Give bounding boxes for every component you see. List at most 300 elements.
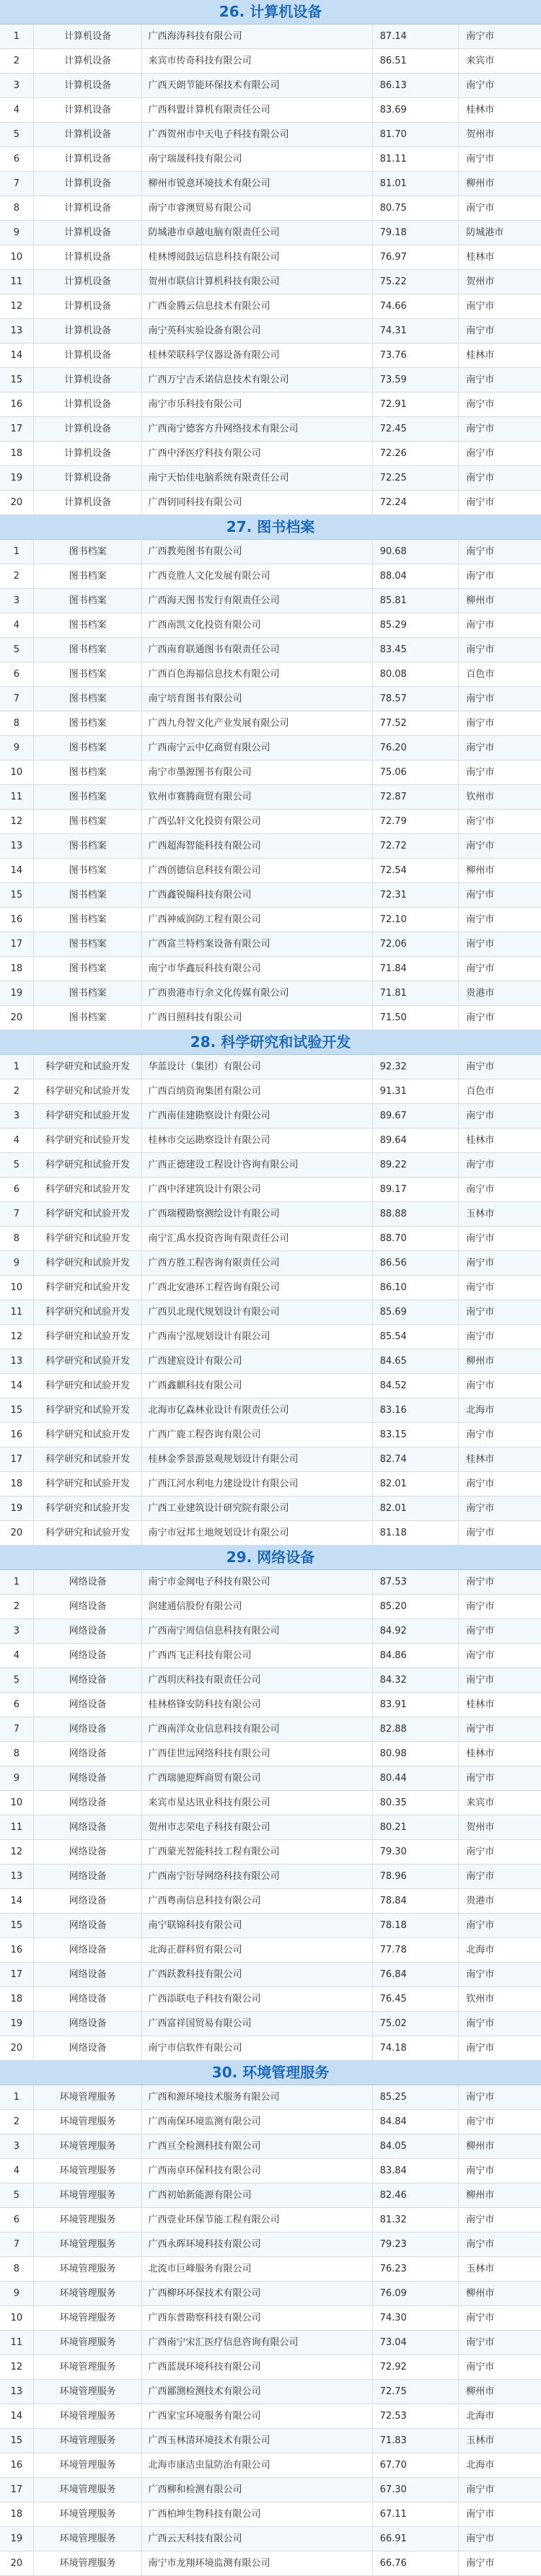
rank-number: 5 [0, 2183, 34, 2207]
city-cell: 柳州市 [466, 865, 495, 876]
company-name-cell: 广西南凯文化投资有限公司 [142, 613, 372, 637]
city-cell: 南宁市 [466, 2337, 495, 2348]
rank-number: 4 [0, 98, 34, 122]
score-cell: 84.52 [373, 1374, 459, 1398]
category-cell: 科学研究和试验开发 [34, 1276, 143, 1300]
city-cell: 南宁市 [466, 2509, 495, 2520]
category-cell: 计算机设备 [34, 466, 143, 490]
city-cell: 南宁市 [466, 154, 495, 165]
table-row [0, 2134, 541, 2159]
company-name-cell: 来宾市星达讯业科技有限公司 [142, 1791, 372, 1815]
score-cell: 72.54 [373, 859, 459, 882]
city-cell: 南宁市 [466, 1160, 495, 1170]
company-name-cell: 桂林格锋安防科技有限公司 [142, 1693, 372, 1717]
category-cell: 图书档案 [34, 662, 143, 686]
rank-number: 12 [0, 1325, 34, 1349]
score-cell: 71.50 [373, 1006, 459, 1030]
company-name-cell: 广西柳和检测有限公司 [142, 2478, 372, 2502]
score-cell: 71.84 [373, 957, 459, 981]
rank-number: 6 [0, 2208, 34, 2232]
score-cell: 72.06 [373, 932, 459, 956]
category-cell: 计算机设备 [34, 368, 143, 392]
city-cell: 贺州市 [466, 276, 495, 287]
city-cell: 玉林市 [466, 2435, 495, 2446]
ranking-table [0, 1055, 541, 1546]
rank-number: 6 [0, 1693, 34, 1717]
company-name-cell: 广西建宸设计有限公司 [142, 1349, 372, 1373]
city-cell: 南宁市 [466, 325, 495, 336]
city-cell: 桂林市 [466, 1748, 495, 1759]
company-name-cell: 广西初始新能源有限公司 [142, 2183, 372, 2207]
company-name-cell: 广西鑫麒科技有限公司 [142, 1374, 372, 1398]
city-cell: 南宁市 [466, 1601, 495, 1612]
score-cell: 82.46 [373, 2183, 459, 2207]
company-name-cell: 广西西飞正科技有限公司 [142, 1644, 372, 1668]
table-row [0, 2257, 541, 2282]
category-cell: 环境管理服务 [34, 2527, 143, 2551]
category-cell: 环境管理服务 [34, 2355, 143, 2379]
table-row [0, 1693, 541, 1717]
category-cell: 图书档案 [34, 687, 143, 711]
company-name-cell: 广西永晖环境科技有限公司 [142, 2233, 372, 2256]
category-cell: 网络设备 [34, 1791, 143, 1815]
score-cell: 79.23 [373, 2233, 459, 2256]
rank-number: 17 [0, 2478, 34, 2502]
city-cell: 南宁市 [466, 1724, 495, 1735]
score-cell: 81.70 [373, 123, 459, 146]
score-cell: 72.24 [373, 491, 459, 514]
table-row [0, 2380, 541, 2404]
category-cell: 计算机设备 [34, 147, 143, 171]
city-cell: 南宁市 [466, 1478, 495, 1489]
score-cell: 72.72 [373, 834, 459, 858]
category-cell: 网络设备 [34, 1963, 143, 1986]
rank-number: 6 [0, 147, 34, 171]
table-row [0, 932, 541, 957]
category-cell: 网络设备 [34, 1693, 143, 1717]
rank-number: 15 [0, 1914, 34, 1937]
score-cell: 85.20 [373, 1595, 459, 1618]
table-row [0, 1153, 541, 1178]
table-row [0, 123, 541, 147]
category-cell: 图书档案 [34, 761, 143, 784]
rank-number: 17 [0, 932, 34, 956]
rank-number: 13 [0, 1349, 34, 1373]
city-cell: 柳州市 [466, 1356, 495, 1367]
category-cell: 环境管理服务 [34, 2282, 143, 2305]
table-row [0, 368, 541, 393]
score-cell: 80.75 [373, 196, 459, 220]
company-name-cell: 桂林市交运勘察设计有限公司 [142, 1129, 372, 1152]
category-cell: 网络设备 [34, 1742, 143, 1766]
table-row [0, 1398, 541, 1423]
table-row [0, 1055, 541, 1079]
company-name-cell: 广西北安港环工程咨询有限公司 [142, 1276, 372, 1300]
company-name-cell: 广西南宁衍导网络科技有限公司 [142, 1865, 372, 1888]
company-name-cell: 广西跃教科技有限公司 [142, 1963, 372, 1986]
city-cell: 南宁市 [466, 301, 495, 312]
rank-number: 7 [0, 1202, 34, 1226]
company-name-cell: 广西鄙测检测技术有限公司 [142, 2380, 372, 2404]
table-row [0, 2478, 541, 2502]
table-row [0, 981, 541, 1006]
company-name-cell: 广西贝北现代规划设计有限公司 [142, 1300, 372, 1324]
city-cell: 柳州市 [466, 2190, 495, 2201]
table-row [0, 98, 541, 123]
table-row [0, 908, 541, 932]
company-name-cell: 广西弘轩文化投资有限公司 [142, 810, 372, 833]
category-cell: 计算机设备 [34, 245, 143, 269]
category-cell: 网络设备 [34, 1595, 143, 1618]
city-cell: 南宁市 [466, 1871, 495, 1882]
score-cell: 84.05 [373, 2134, 459, 2158]
score-cell: 86.10 [373, 1276, 459, 1300]
table-row [0, 1619, 541, 1644]
category-cell: 计算机设备 [34, 270, 143, 294]
table-row [0, 2429, 541, 2453]
score-cell: 72.79 [373, 810, 459, 833]
company-name-cell: 南宁市金闽电子科技有限公司 [142, 1570, 372, 1594]
score-cell: 81.32 [373, 2208, 459, 2232]
category-cell: 科学研究和试验开发 [34, 1374, 143, 1398]
city-cell: 来宾市 [466, 1797, 495, 1808]
score-cell: 90.68 [373, 540, 459, 564]
city-cell: 南宁市 [466, 644, 495, 655]
score-cell: 83.69 [373, 98, 459, 122]
city-cell: 柳州市 [466, 2141, 495, 2152]
city-cell: 南宁市 [466, 2116, 495, 2127]
table-row [0, 49, 541, 74]
section-title: 28. 科学研究和试验开发 [0, 1030, 541, 1055]
rank-number: 15 [0, 1398, 34, 1422]
score-cell: 82.88 [373, 1717, 459, 1741]
rank-number: 4 [0, 1129, 34, 1152]
company-name-cell: 广西万宁吉禾诺信息技术有限公司 [142, 368, 372, 392]
rank-number: 8 [0, 2257, 34, 2281]
table-row [0, 1668, 541, 1693]
score-cell: 72.92 [373, 2355, 459, 2379]
city-cell: 南宁市 [466, 497, 495, 508]
category-cell: 环境管理服务 [34, 2453, 143, 2477]
city-cell: 南宁市 [466, 1233, 495, 1244]
table-row [0, 1300, 541, 1325]
rank-number: 7 [0, 1717, 34, 1741]
company-name-cell: 广西鑫锐翰科技有限公司 [142, 883, 372, 907]
rank-number: 5 [0, 638, 34, 662]
table-row [0, 491, 541, 515]
company-name-cell: 钦州市赛腾商贸有限公司 [142, 785, 372, 809]
rank-number: 9 [0, 221, 34, 245]
score-cell: 74.30 [373, 2306, 459, 2330]
category-cell: 科学研究和试验开发 [34, 1129, 143, 1152]
table-row [0, 343, 541, 368]
category-cell: 环境管理服务 [34, 2478, 143, 2502]
score-cell: 81.01 [373, 172, 459, 196]
city-cell: 柳州市 [466, 178, 495, 189]
table-row [0, 785, 541, 810]
rank-number: 1 [0, 2085, 34, 2109]
company-name-cell: 广西海天图书发行有限责任公司 [142, 589, 372, 613]
table-row [0, 613, 541, 638]
category-cell: 科学研究和试验开发 [34, 1300, 143, 1324]
company-name-cell: 南宁天怡佳电脑系统有限责任公司 [142, 466, 372, 490]
category-cell: 网络设备 [34, 1840, 143, 1864]
company-name-cell: 广西南宁德客方升网络技术有限公司 [142, 417, 372, 441]
score-cell: 79.18 [373, 221, 459, 245]
city-cell: 南宁市 [466, 718, 495, 729]
table-row [0, 638, 541, 662]
rank-number: 19 [0, 2527, 34, 2551]
category-cell: 环境管理服务 [34, 2429, 143, 2453]
rank-number: 16 [0, 1423, 34, 1447]
city-cell: 南宁市 [466, 2239, 495, 2250]
category-cell: 图书档案 [34, 859, 143, 882]
category-cell: 图书档案 [34, 883, 143, 907]
city-cell: 钦州市 [466, 1994, 495, 2005]
score-cell: 77.52 [373, 711, 459, 735]
rank-number: 3 [0, 1619, 34, 1643]
rank-number: 1 [0, 540, 34, 564]
table-row [0, 2110, 541, 2134]
city-cell: 贵港市 [466, 988, 495, 999]
table-row [0, 1374, 541, 1398]
table-row [0, 147, 541, 172]
city-cell: 南宁市 [466, 203, 495, 214]
category-cell: 网络设备 [34, 1717, 143, 1741]
table-row [0, 834, 541, 859]
company-name-cell: 广西教苑图书有限公司 [142, 540, 372, 564]
rank-number: 8 [0, 196, 34, 220]
category-cell: 科学研究和试验开发 [34, 1325, 143, 1349]
company-name-cell: 广西超海智能科技有限公司 [142, 834, 372, 858]
rank-number: 9 [0, 2282, 34, 2305]
table-row [0, 2036, 541, 2061]
score-cell: 72.10 [373, 908, 459, 932]
city-cell: 南宁市 [466, 1380, 495, 1391]
city-cell: 北海市 [466, 1405, 495, 1416]
category-cell: 图书档案 [34, 957, 143, 981]
table-row [0, 589, 541, 613]
table-row [0, 2331, 541, 2355]
city-cell: 南宁市 [466, 2214, 495, 2225]
company-name-cell: 北海正群科贸有限公司 [142, 1938, 372, 1962]
city-cell: 南宁市 [466, 1650, 495, 1661]
ranking-table [0, 2085, 541, 2576]
company-name-cell: 广西南育联通图书有限责任公司 [142, 638, 372, 662]
table-row [0, 1717, 541, 1742]
category-cell: 网络设备 [34, 1865, 143, 1888]
rank-number: 19 [0, 981, 34, 1005]
company-name-cell: 广西百色海福信息技术有限公司 [142, 662, 372, 686]
rank-number: 10 [0, 1791, 34, 1815]
table-row [0, 1423, 541, 1447]
score-cell: 81.11 [373, 147, 459, 171]
company-name-cell: 广西神威润防工程有限公司 [142, 908, 372, 932]
company-name-cell: 南宁联锦科技有限公司 [142, 1914, 372, 1937]
rank-number: 13 [0, 319, 34, 343]
score-cell: 85.25 [373, 2085, 459, 2109]
rank-number: 19 [0, 466, 34, 490]
rank-number: 2 [0, 1079, 34, 1103]
category-cell: 科学研究和试验开发 [34, 1227, 143, 1250]
score-cell: 84.92 [373, 1619, 459, 1643]
score-cell: 66.91 [373, 2527, 459, 2551]
category-cell: 计算机设备 [34, 49, 143, 73]
score-cell: 79.30 [373, 1840, 459, 1864]
category-cell: 图书档案 [34, 613, 143, 637]
company-name-cell: 贺州市志荣电子科技有限公司 [142, 1815, 372, 1839]
category-cell: 网络设备 [34, 2012, 143, 2036]
company-name-cell: 桂林荣联科学仪器设备有限公司 [142, 343, 372, 367]
table-row [0, 417, 541, 442]
score-cell: 85.81 [373, 589, 459, 613]
score-cell: 72.87 [373, 785, 459, 809]
category-cell: 图书档案 [34, 785, 143, 809]
table-row [0, 1815, 541, 1840]
city-cell: 柳州市 [466, 2386, 495, 2397]
table-row [0, 1079, 541, 1104]
category-cell: 网络设备 [34, 1938, 143, 1962]
table-row [0, 294, 541, 319]
company-name-cell: 广西南佳建勘察设计有限公司 [142, 1104, 372, 1128]
city-cell: 南宁市 [466, 31, 495, 42]
table-row [0, 1104, 541, 1129]
table-row [0, 196, 541, 221]
score-cell: 72.75 [373, 2380, 459, 2404]
score-cell: 83.91 [373, 1693, 459, 1717]
category-cell: 网络设备 [34, 1815, 143, 1839]
score-cell: 84.84 [373, 2110, 459, 2134]
table-row [0, 1276, 541, 1300]
score-cell: 80.98 [373, 1742, 459, 1766]
category-cell: 网络设备 [34, 1914, 143, 1937]
table-row [0, 1570, 541, 1595]
company-name-cell: 广西贵港市行余文化传媒有限公司 [142, 981, 372, 1005]
company-name-cell: 南宁市龙翔环境监测有限公司 [142, 2551, 372, 2575]
company-name-cell: 广西南宁周信信息科技有限公司 [142, 1619, 372, 1643]
score-cell: 74.66 [373, 294, 459, 318]
category-cell: 计算机设备 [34, 442, 143, 465]
city-cell: 南宁市 [466, 816, 495, 827]
score-cell: 73.59 [373, 368, 459, 392]
rank-number: 17 [0, 1447, 34, 1471]
score-cell: 78.96 [373, 1865, 459, 1888]
table-row [0, 2502, 541, 2527]
city-cell: 南宁市 [466, 2533, 495, 2544]
score-cell: 73.76 [373, 343, 459, 367]
company-name-cell: 南宁市冠邦土地规划设计有限公司 [142, 1521, 372, 1545]
rank-number: 18 [0, 957, 34, 981]
company-name-cell: 广西南宁泓规划设计有限公司 [142, 1325, 372, 1349]
score-cell: 67.30 [373, 2478, 459, 2502]
rank-number: 3 [0, 589, 34, 613]
table-row [0, 2527, 541, 2551]
score-cell: 71.81 [373, 981, 459, 1005]
table-row [0, 2306, 541, 2331]
score-cell: 87.14 [373, 25, 459, 48]
city-cell: 南宁市 [466, 620, 495, 631]
table-row [0, 1791, 541, 1815]
table-row [0, 1472, 541, 1497]
company-name-cell: 广西南宁云中亿商贸有限公司 [142, 736, 372, 760]
company-name-cell: 广西天朗节能环保技术有限公司 [142, 74, 372, 97]
rank-number: 15 [0, 883, 34, 907]
company-name-cell: 广西亘全检测科技有限公司 [142, 2134, 372, 2158]
category-cell: 计算机设备 [34, 294, 143, 318]
category-cell: 科学研究和试验开发 [34, 1497, 143, 1520]
table-row [0, 736, 541, 761]
category-cell: 图书档案 [34, 540, 143, 564]
score-cell: 80.35 [373, 1791, 459, 1815]
city-cell: 南宁市 [466, 1846, 495, 1857]
ranking-section [0, 2061, 541, 2576]
rank-number: 20 [0, 1006, 34, 1030]
company-name-cell: 柳州市锐意环境技术有限公司 [142, 172, 372, 196]
rank-number: 7 [0, 687, 34, 711]
score-cell: 78.84 [373, 1889, 459, 1913]
rank-number: 2 [0, 564, 34, 588]
city-cell: 钦州市 [466, 792, 495, 802]
category-cell: 图书档案 [34, 564, 143, 588]
rank-number: 18 [0, 442, 34, 465]
company-name-cell: 广西柏坤生物科技有限公司 [142, 2502, 372, 2526]
table-row [0, 1178, 541, 1202]
score-cell: 83.16 [373, 1398, 459, 1422]
company-name-cell: 北海市康洁虫鼠防治有限公司 [142, 2453, 372, 2477]
score-cell: 82.01 [373, 1497, 459, 1520]
company-name-cell: 广西南宁宋汇医疗信息咨询有限公司 [142, 2331, 372, 2354]
rank-number: 10 [0, 245, 34, 269]
company-name-cell: 广西中泽医疗科技有限公司 [142, 442, 372, 465]
city-cell: 南宁市 [466, 1773, 495, 1784]
score-cell: 78.57 [373, 687, 459, 711]
score-cell: 89.67 [373, 1104, 459, 1128]
category-cell: 图书档案 [34, 711, 143, 735]
table-row [0, 540, 541, 564]
rank-number: 20 [0, 1521, 34, 1545]
company-name-cell: 广西工业建筑设计研究院有限公司 [142, 1497, 372, 1520]
category-cell: 环境管理服务 [34, 2183, 143, 2207]
rank-number: 15 [0, 2429, 34, 2453]
rank-number: 13 [0, 1865, 34, 1888]
company-name-cell: 南宁英科实验设备有限公司 [142, 319, 372, 343]
company-name-cell: 桂林金季景游景观规划设计有限公司 [142, 1447, 372, 1471]
category-cell: 环境管理服务 [34, 2085, 143, 2109]
city-cell: 防城港市 [466, 227, 504, 238]
score-cell: 74.31 [373, 319, 459, 343]
score-cell: 89.22 [373, 1153, 459, 1177]
rank-number: 17 [0, 417, 34, 441]
category-cell: 环境管理服务 [34, 2306, 143, 2330]
company-name-cell: 南宁市乐科技有限公司 [142, 393, 372, 416]
category-cell: 环境管理服务 [34, 2551, 143, 2575]
category-cell: 科学研究和试验开发 [34, 1398, 143, 1422]
company-name-cell: 贺州市联信计算机科技有限公司 [142, 270, 372, 294]
rank-number: 12 [0, 1840, 34, 1864]
category-cell: 科学研究和试验开发 [34, 1251, 143, 1275]
city-cell: 来宾市 [466, 56, 495, 66]
city-cell: 南宁市 [466, 424, 495, 434]
city-cell: 南宁市 [466, 1528, 495, 1538]
table-row [0, 1521, 541, 1546]
rank-number: 12 [0, 2355, 34, 2379]
rank-number: 10 [0, 2306, 34, 2330]
company-name-cell: 广西添联电子科技有限公司 [142, 1987, 372, 2011]
company-name-cell: 广西贺州市中天电子科技有限公司 [142, 123, 372, 146]
company-name-cell: 广西百纳资询集团有限公司 [142, 1079, 372, 1103]
company-name-cell: 华蓝设计（集团）有限公司 [142, 1055, 372, 1079]
category-cell: 计算机设备 [34, 25, 143, 48]
